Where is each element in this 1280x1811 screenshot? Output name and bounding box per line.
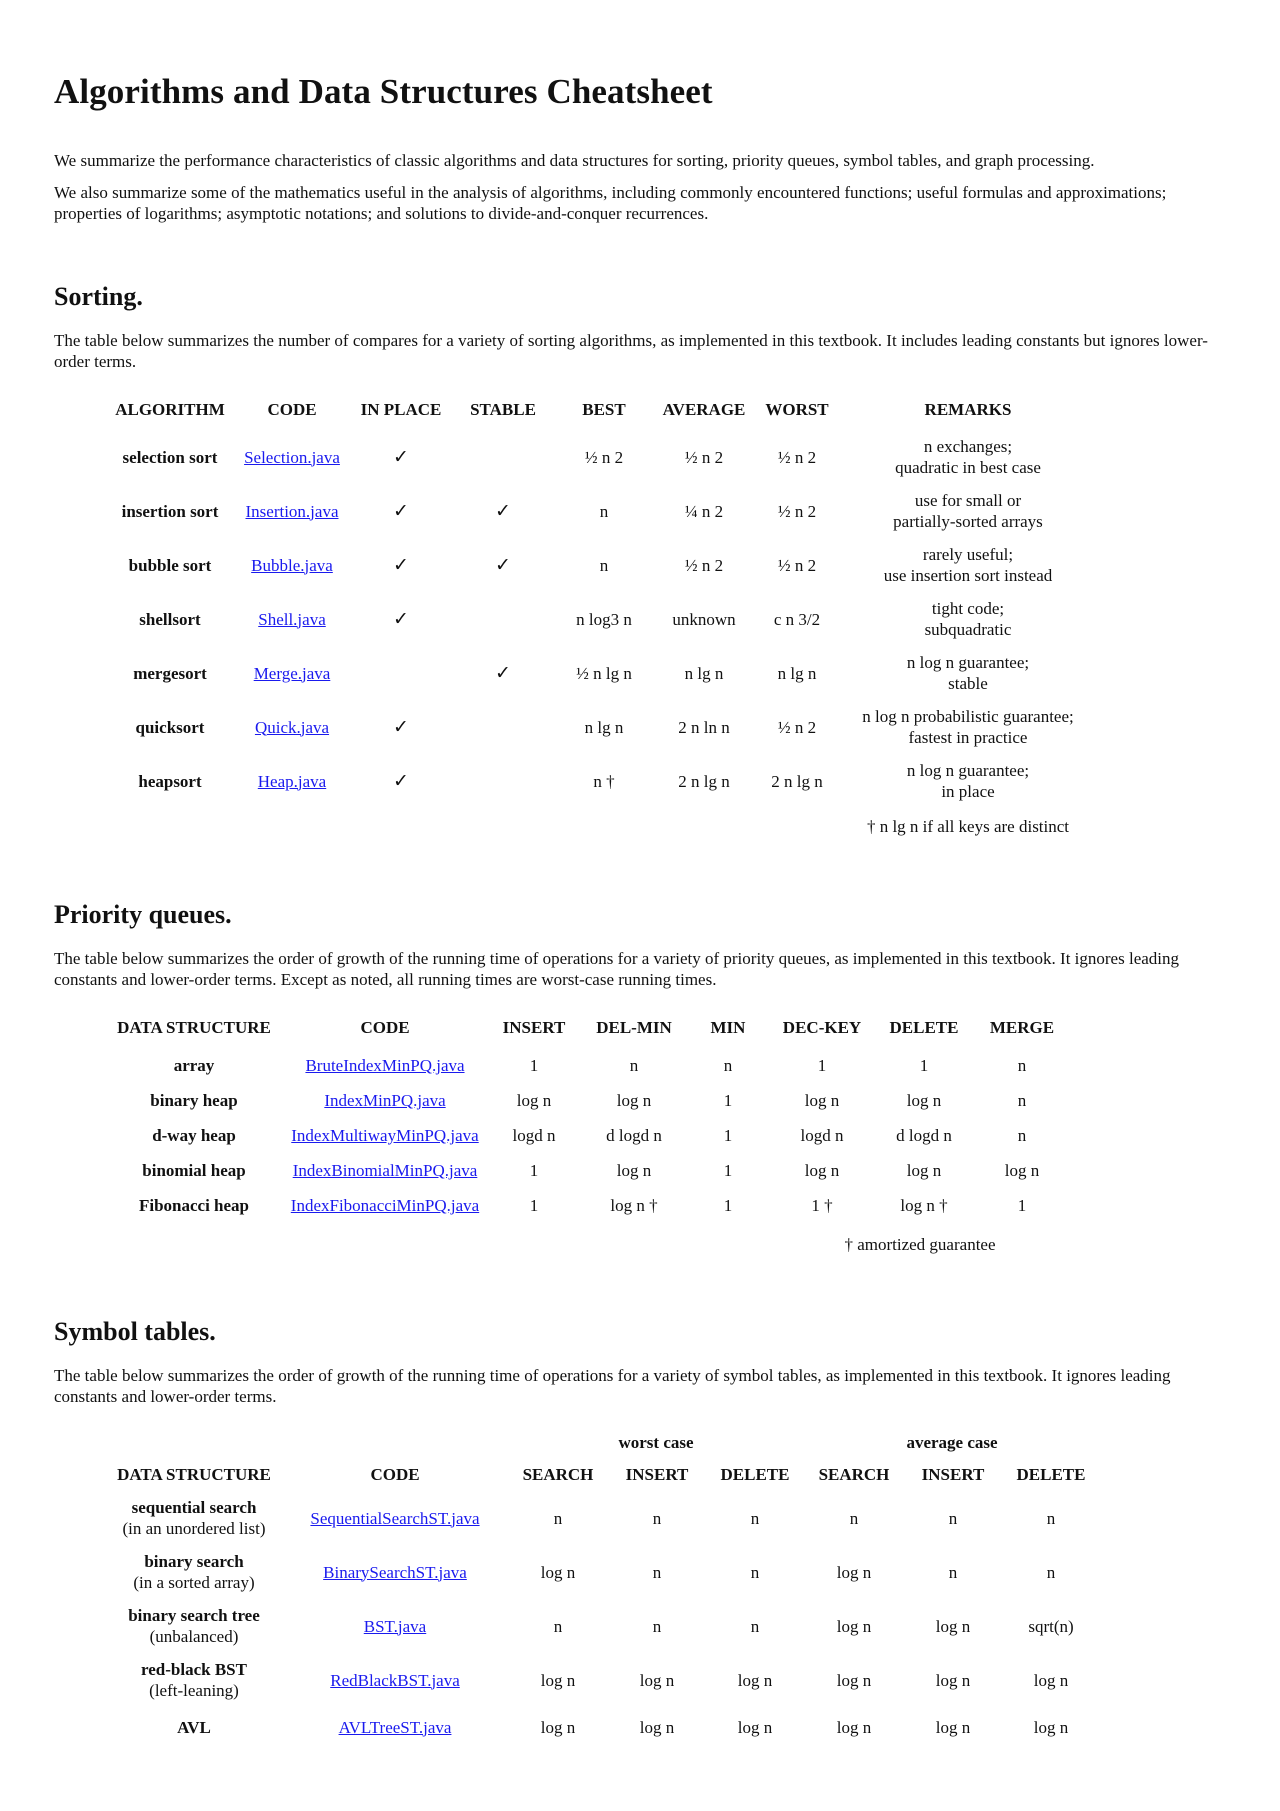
code-link[interactable]: RedBlackBST.java xyxy=(330,1670,460,1690)
running-time-cell: 1 xyxy=(529,1161,539,1180)
code-cell xyxy=(282,1707,508,1747)
footnote-row xyxy=(106,1223,1072,1265)
table-row xyxy=(106,1599,1100,1653)
code-cell xyxy=(282,1048,488,1083)
running-time-cell: log n xyxy=(540,1670,576,1690)
data-structure-subtitle: (in a sorted array) xyxy=(133,1573,255,1592)
blank-cell xyxy=(350,808,452,844)
algorithm-name: quicksort xyxy=(135,717,205,737)
col-header: DELETE xyxy=(720,1465,790,1484)
code-link[interactable]: Insertion.java xyxy=(245,501,339,521)
running-time-cell: 1 xyxy=(723,1161,733,1180)
algorithm-name: selection sort xyxy=(122,447,218,467)
worst-case: ½ n 2 xyxy=(777,501,817,521)
running-time-cell: log n xyxy=(935,1670,971,1690)
col-header: INSERT xyxy=(921,1465,985,1484)
running-time-cell: log n xyxy=(737,1717,773,1737)
running-time-cell: log n xyxy=(836,1562,872,1582)
average-case: ½ n 2 xyxy=(684,447,724,467)
data-structure-cell xyxy=(106,1653,282,1707)
running-time-cell: n xyxy=(1046,1508,1056,1528)
blank-cell xyxy=(554,808,654,844)
table-row xyxy=(106,484,1096,538)
stable-check xyxy=(452,430,554,484)
sorting-table xyxy=(106,390,1096,844)
code-cell xyxy=(234,700,350,754)
in-place-check: ✓ xyxy=(393,553,409,576)
blank-cell xyxy=(688,1223,768,1265)
remark-line-2: fastest in practice xyxy=(908,728,1028,747)
running-time-cell: n xyxy=(1046,1562,1056,1582)
remark-line-1: n log n probabilistic guarantee; xyxy=(862,707,1074,726)
data-structure-name: sequential search xyxy=(131,1498,257,1517)
running-time-cell: n xyxy=(948,1562,958,1582)
priority-queues-table xyxy=(106,1008,1072,1265)
blank-cell xyxy=(234,808,350,844)
running-time-cell: n xyxy=(652,1562,662,1582)
running-time-cell: n xyxy=(553,1616,563,1636)
running-time-cell: log n xyxy=(836,1670,872,1690)
running-time-cell: 1 xyxy=(529,1056,539,1075)
col-header: DELETE xyxy=(1016,1465,1086,1484)
in-place-check: ✓ xyxy=(393,607,409,630)
running-time-cell: 1 xyxy=(919,1056,929,1075)
data-structure-cell xyxy=(106,1707,282,1747)
running-time-cell: 1 † xyxy=(811,1196,833,1215)
stable-check: ✓ xyxy=(495,661,511,684)
priority-queues-section xyxy=(54,900,1226,1265)
algorithm-name: insertion sort xyxy=(121,501,219,521)
remark-line-1: n log n guarantee; xyxy=(906,761,1030,780)
in-place-check: ✓ xyxy=(393,445,409,468)
running-time-cell: n xyxy=(750,1508,760,1528)
blank-header xyxy=(282,1427,508,1459)
sorting-footnote: † n lg n if all keys are distinct xyxy=(866,816,1070,836)
running-time-cell: n xyxy=(723,1056,733,1075)
remarks-cell xyxy=(840,646,1096,700)
symbol-tables-table xyxy=(106,1427,1100,1747)
code-cell xyxy=(282,1491,508,1545)
col-header: DATA STRUCTURE xyxy=(117,1465,271,1484)
intro-paragraph-2: We also summarize some of the mathematics useful in the analysis of algorithms, including commonly encountered functions; useful formulas and approximations; properties of logarithms; asymptotic notations; and solutions to divide-and-conquer recurrences. xyxy=(54,183,1167,223)
group-header-average: average case xyxy=(906,1433,998,1452)
blank-header xyxy=(106,1427,282,1459)
remark-line-2: in place xyxy=(941,782,995,801)
stable-check: ✓ xyxy=(495,499,511,522)
table-row xyxy=(106,1707,1100,1747)
stable-check xyxy=(452,700,554,754)
table-row xyxy=(106,1491,1100,1545)
col-header: INSERT xyxy=(502,1018,566,1037)
col-header: MERGE xyxy=(989,1018,1055,1037)
table-row xyxy=(106,1653,1100,1707)
code-link[interactable]: Merge.java xyxy=(253,663,331,683)
remark-line-2: subquadratic xyxy=(924,620,1012,639)
running-time-cell: log n xyxy=(935,1717,971,1737)
running-time-cell: log n † xyxy=(900,1196,948,1215)
running-time-cell: 1 xyxy=(723,1126,733,1145)
average-case: unknown xyxy=(672,609,736,629)
running-time-cell: n xyxy=(652,1508,662,1528)
blank-cell xyxy=(452,808,554,844)
running-time-cell: 1 xyxy=(723,1091,733,1110)
col-header: STABLE xyxy=(470,400,536,419)
best-case: n xyxy=(599,501,609,521)
running-time-cell: log n † xyxy=(610,1196,658,1215)
in-place-check: ✓ xyxy=(393,715,409,738)
col-header: CODE xyxy=(370,1465,420,1484)
remark-line-2: quadratic in best case xyxy=(895,458,1041,477)
in-place-check: ✓ xyxy=(393,769,409,792)
remarks-cell xyxy=(840,538,1096,592)
col-header: ALGORITHM xyxy=(115,400,225,419)
blank-cell xyxy=(654,808,754,844)
col-header: REMARKS xyxy=(924,400,1012,419)
col-header: DEC-KEY xyxy=(782,1018,862,1037)
running-time-cell: sqrt(n) xyxy=(1028,1616,1074,1636)
col-header: SEARCH xyxy=(818,1465,890,1484)
running-time-cell: log n xyxy=(616,1161,652,1180)
running-time-cell: d logd n xyxy=(606,1126,662,1145)
running-time-cell: log n xyxy=(906,1091,942,1110)
running-time-cell: n xyxy=(948,1508,958,1528)
priority-queues-heading: Priority queues. xyxy=(54,900,232,929)
running-time-cell: log n xyxy=(1033,1670,1069,1690)
col-header: CODE xyxy=(360,1018,410,1037)
worst-case: ½ n 2 xyxy=(777,447,817,467)
data-structure-name: Fibonacci heap xyxy=(138,1196,250,1215)
code-cell xyxy=(234,430,350,484)
running-time-cell: n xyxy=(750,1562,760,1582)
blank-cell xyxy=(754,808,840,844)
symbol-tables-heading: Symbol tables. xyxy=(54,1317,216,1346)
data-structure-name: AVL xyxy=(177,1717,211,1737)
running-time-cell: n xyxy=(750,1616,760,1636)
in-place-check: ✓ xyxy=(393,499,409,522)
remark-line-1: n exchanges; xyxy=(923,437,1013,456)
data-structure-name: d-way heap xyxy=(152,1126,236,1145)
pq-header-row xyxy=(106,1008,1072,1048)
blank-cell xyxy=(106,1223,282,1265)
data-structure-name: red-black BST xyxy=(141,1660,247,1679)
best-case: ½ n 2 xyxy=(584,447,624,467)
code-link[interactable]: Shell.java xyxy=(258,609,326,629)
symbol-tables-description: The table below summarizes the order of growth of the running time of operations for a variety of symbol tables, as implemented in this textbook. It ignores leading constants and lower-order terms. xyxy=(54,1366,1171,1406)
code-cell xyxy=(234,646,350,700)
running-time-cell: log n xyxy=(836,1717,872,1737)
table-row xyxy=(106,430,1096,484)
code-cell xyxy=(282,1153,488,1188)
col-header: IN PLACE xyxy=(360,400,442,419)
running-time-cell: log n xyxy=(639,1717,675,1737)
running-time-cell: log n xyxy=(836,1616,872,1636)
algorithm-name: shellsort xyxy=(139,609,201,629)
running-time-cell: log n xyxy=(935,1616,971,1636)
code-link[interactable]: IndexFibonacciMinPQ.java xyxy=(290,1196,480,1215)
worst-case: n lg n xyxy=(777,663,817,683)
remark-line-1: n log n guarantee; xyxy=(906,653,1030,672)
algorithm-name: mergesort xyxy=(133,663,207,683)
remark-line-2: stable xyxy=(948,674,988,693)
code-cell xyxy=(234,484,350,538)
worst-case: 2 n lg n xyxy=(771,771,823,791)
code-link[interactable]: SequentialSearchST.java xyxy=(310,1508,480,1528)
best-case: n xyxy=(599,555,609,575)
running-time-cell: log n xyxy=(1004,1161,1040,1180)
data-structure-subtitle: (in an unordered list) xyxy=(122,1519,266,1538)
col-header: DATA STRUCTURE xyxy=(117,1018,271,1037)
average-case: ½ n 2 xyxy=(684,555,724,575)
table-row xyxy=(106,1188,1072,1223)
running-time-cell: log n xyxy=(616,1091,652,1110)
table-row xyxy=(106,1118,1072,1153)
data-structure-cell xyxy=(106,1599,282,1653)
remark-line-2: use insertion sort instead xyxy=(883,566,1053,585)
average-case: 2 n lg n xyxy=(678,771,730,791)
data-structure-name: array xyxy=(173,1056,215,1075)
running-time-cell: log n xyxy=(804,1161,840,1180)
code-cell xyxy=(282,1545,508,1599)
col-header: INSERT xyxy=(625,1465,689,1484)
sorting-header-row xyxy=(106,390,1096,430)
blank-cell xyxy=(488,1223,580,1265)
table-row xyxy=(106,1048,1072,1083)
code-cell xyxy=(282,1599,508,1653)
code-cell xyxy=(282,1118,488,1153)
code-cell xyxy=(282,1083,488,1118)
st-header-row xyxy=(106,1459,1100,1491)
code-link[interactable]: Bubble.java xyxy=(251,555,333,575)
col-header: BEST xyxy=(582,400,626,419)
table-row xyxy=(106,754,1096,808)
sorting-heading: Sorting. xyxy=(54,282,143,311)
running-time-cell: logd n xyxy=(800,1126,844,1145)
code-link[interactable]: IndexBinomialMinPQ.java xyxy=(292,1161,478,1180)
code-cell xyxy=(282,1188,488,1223)
running-time-cell: log n xyxy=(906,1161,942,1180)
remarks-cell xyxy=(840,484,1096,538)
priority-queues-description: The table below summarizes the order of growth of the running time of operations for a variety of priority queues, as implemented in this textbook. It ignores leading constants and lower-order terms. Except as noted, all running times are worst-case running times. xyxy=(54,949,1180,989)
best-case: n † xyxy=(593,771,615,791)
table-row xyxy=(106,592,1096,646)
col-header: DELETE xyxy=(889,1018,959,1037)
pq-footnote: † amortized guarantee xyxy=(844,1234,996,1254)
code-cell xyxy=(282,1653,508,1707)
best-case: ½ n lg n xyxy=(576,663,632,683)
col-header: MIN xyxy=(710,1018,746,1037)
running-time-cell: n xyxy=(652,1616,662,1636)
code-link[interactable]: IndexMinPQ.java xyxy=(324,1091,446,1110)
data-structure-cell xyxy=(106,1545,282,1599)
running-time-cell: log n xyxy=(639,1670,675,1690)
data-structure-subtitle: (left-leaning) xyxy=(149,1681,239,1700)
table-row xyxy=(106,646,1096,700)
data-structure-name: binary heap xyxy=(150,1091,238,1110)
code-link[interactable]: Quick.java xyxy=(254,717,330,737)
running-time-cell: log n xyxy=(540,1717,576,1737)
table-row xyxy=(106,700,1096,754)
sorting-description: The table below summarizes the number of compares for a variety of sorting algorithms, as implemented in this textbook. It includes leading constants but ignores lower-order terms. xyxy=(54,331,1208,371)
data-structure-name: binomial heap xyxy=(142,1161,246,1180)
running-time-cell: 1 xyxy=(723,1196,733,1215)
remark-line-2: partially-sorted arrays xyxy=(893,512,1043,531)
running-time-cell: n xyxy=(553,1508,563,1528)
intro-paragraph-1: We summarize the performance characteristics of classic algorithms and data structures for sorting, priority queues, symbol tables, and graph processing. xyxy=(54,151,1095,170)
running-time-cell: log n xyxy=(1033,1717,1069,1737)
running-time-cell: log n xyxy=(540,1562,576,1582)
st-group-header-row xyxy=(106,1427,1100,1459)
average-case: ¼ n 2 xyxy=(684,501,724,521)
in-place-check xyxy=(350,646,452,700)
sorting-section xyxy=(54,282,1226,844)
code-link[interactable]: BruteIndexMinPQ.java xyxy=(305,1056,465,1075)
code-link[interactable]: Heap.java xyxy=(257,771,327,791)
running-time-cell: d logd n xyxy=(896,1126,952,1145)
code-link[interactable]: IndexMultiwayMinPQ.java xyxy=(291,1126,479,1145)
remark-line-1: rarely useful; xyxy=(922,545,1014,564)
worst-case: c n 3/2 xyxy=(773,609,821,629)
code-cell xyxy=(234,538,350,592)
symbol-tables-section xyxy=(54,1317,1226,1747)
group-header-worst: worst case xyxy=(618,1433,694,1452)
code-cell xyxy=(234,592,350,646)
blank-cell xyxy=(106,808,234,844)
blank-cell xyxy=(580,1223,688,1265)
remarks-cell xyxy=(840,754,1096,808)
footnote-row xyxy=(106,808,1096,844)
col-header: WORST xyxy=(765,400,829,419)
running-time-cell: n xyxy=(1017,1126,1027,1145)
col-header: AVERAGE xyxy=(662,400,746,419)
col-header: DEL-MIN xyxy=(596,1018,672,1037)
running-time-cell: 1 xyxy=(529,1196,539,1215)
col-header: SEARCH xyxy=(522,1465,594,1484)
code-cell xyxy=(234,754,350,808)
table-row xyxy=(106,1153,1072,1188)
running-time-cell: 1 xyxy=(817,1056,827,1075)
data-structure-name: binary search xyxy=(144,1552,244,1571)
running-time-cell: 1 xyxy=(1017,1196,1027,1215)
average-case: n lg n xyxy=(684,663,724,683)
worst-case: ½ n 2 xyxy=(777,555,817,575)
algorithm-name: bubble sort xyxy=(128,555,212,575)
code-link[interactable]: BinarySearchST.java xyxy=(323,1562,467,1582)
running-time-cell: n xyxy=(1017,1091,1027,1110)
running-time-cell: logd n xyxy=(512,1126,556,1145)
remarks-cell xyxy=(840,430,1096,484)
remarks-cell xyxy=(840,700,1096,754)
remarks-cell xyxy=(840,592,1096,646)
col-header: CODE xyxy=(267,400,317,419)
running-time-cell: log n xyxy=(804,1091,840,1110)
stable-check xyxy=(452,592,554,646)
stable-check: ✓ xyxy=(495,553,511,576)
algorithm-name: heapsort xyxy=(138,771,202,791)
average-case: 2 n ln n xyxy=(678,717,730,737)
blank-cell xyxy=(282,1223,488,1265)
best-case: n log3 n xyxy=(576,609,632,629)
table-row xyxy=(106,538,1096,592)
code-link[interactable]: AVLTreeST.java xyxy=(338,1717,452,1737)
stable-check xyxy=(452,754,554,808)
table-row xyxy=(106,1083,1072,1118)
table-row xyxy=(106,1545,1100,1599)
best-case: n lg n xyxy=(584,717,624,737)
data-structure-subtitle: (unbalanced) xyxy=(149,1627,239,1646)
remark-line-1: use for small or xyxy=(914,491,1022,510)
running-time-cell: n xyxy=(849,1508,859,1528)
page-title: Algorithms and Data Structures Cheatsheet xyxy=(54,72,713,111)
running-time-cell: n xyxy=(1017,1056,1027,1075)
remark-line-1: tight code; xyxy=(931,599,1005,618)
code-link[interactable]: Selection.java xyxy=(244,447,340,467)
data-structure-name: binary search tree xyxy=(128,1606,260,1625)
running-time-cell: log n xyxy=(737,1670,773,1690)
data-structure-cell xyxy=(106,1491,282,1545)
running-time-cell: log n xyxy=(516,1091,552,1110)
code-link[interactable]: BST.java xyxy=(363,1616,427,1636)
worst-case: ½ n 2 xyxy=(777,717,817,737)
running-time-cell: n xyxy=(629,1056,639,1075)
